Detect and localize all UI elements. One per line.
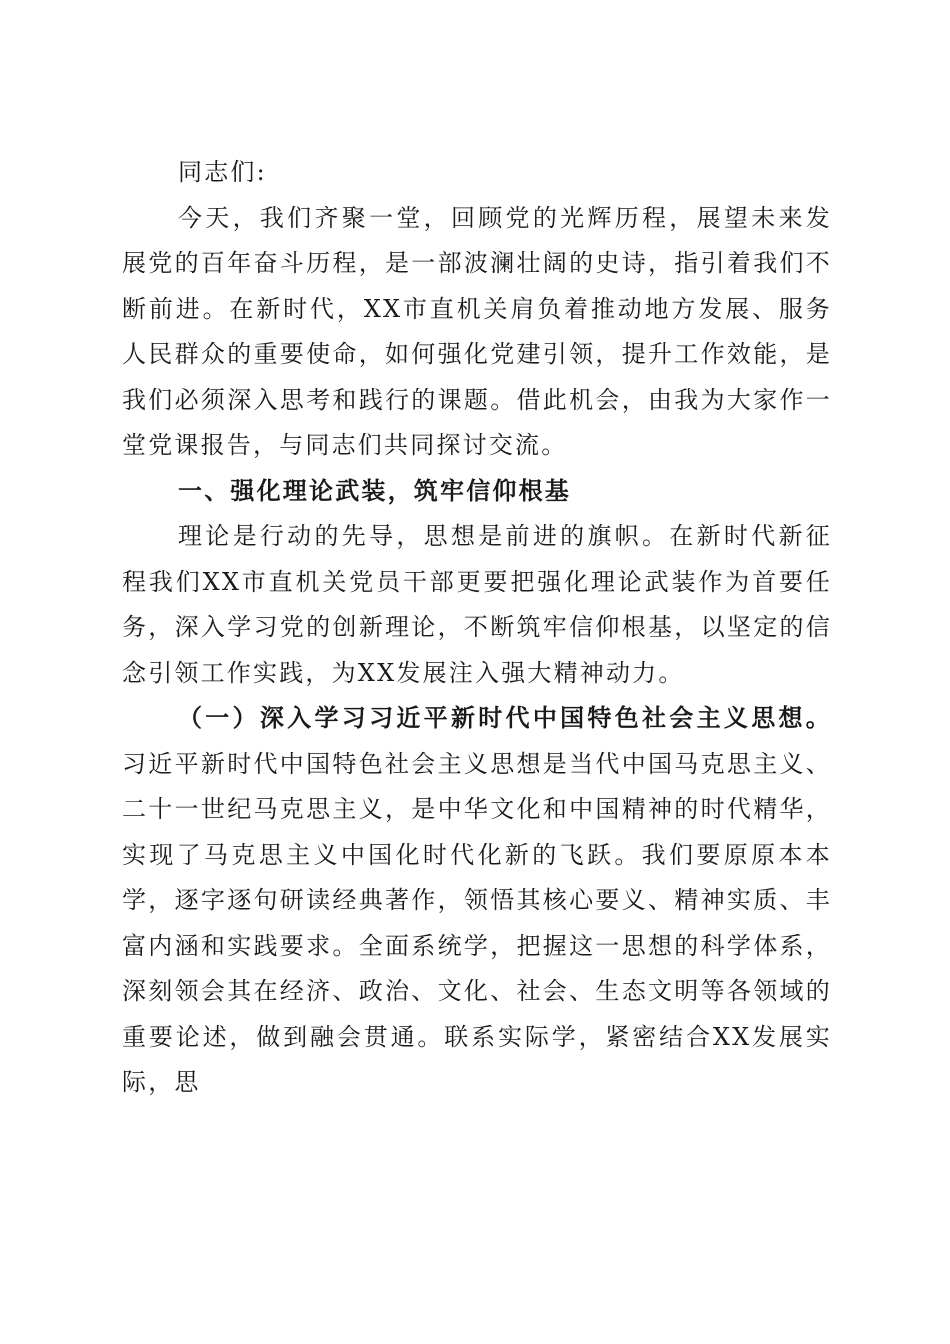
subsection-1-heading: （一）深入学习习近平新时代中国特色社会主义思想。: [178, 704, 832, 732]
intro-paragraph: 今天，我们齐聚一堂，回顾党的光辉历程，展望未来发展党的百年奋斗历程，是一部波澜壮阔的史诗，指引着我们不断前进。在新时代，XX市直机关肩负着推动地方发展、服务人民群众的重要使命，如何强化党建引领，提升工作效能，是我们必须深入思考和践行的课题。借此机会，由我为大家作一堂党课报告，与同志们共同探讨交流。: [122, 203, 832, 459]
document-body: [122, 150, 832, 1106]
subsection-1-body: 习近平新时代中国特色社会主义思想是当代中国马克思主义、二十一世纪马克思主义，是中华文化和中国精神的时代精华，实现了马克思主义中国化时代化新的飞跃。我们要原原本本学，逐字逐句研读经典著作，领悟其核心要义、精神实质、丰富内涵和实践要求。全面系统学，把握这一思想的科学体系，深刻领会其在经济、政治、文化、社会、生态文明等各领域的重要论述，做到融会贯通。联系实际学，紧密结合XX发展实际，思: [122, 749, 832, 1096]
section-1-heading: 一、强化理论武装，筑牢信仰根基: [178, 476, 571, 505]
section-1-paragraph: 理论是行动的先导，思想是前进的旗帜。在新时代新征程我们XX市直机关党员干部更要把强化理论武装作为首要任务，深入学习党的创新理论，不断筑牢信仰根基，以坚定的信念引领工作实践，为XX发展注入强大精神动力。: [122, 522, 832, 687]
subsection-1-paragraph: [122, 696, 832, 1106]
greeting: 同志们:: [178, 158, 267, 186]
